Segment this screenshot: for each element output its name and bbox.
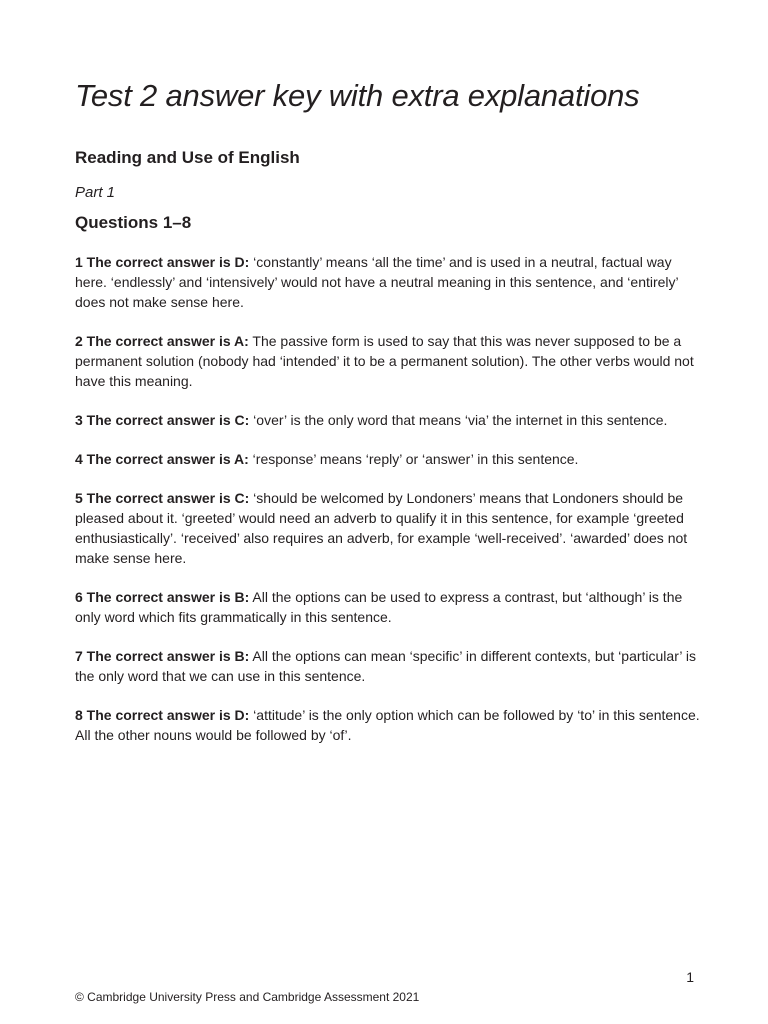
answer-item <box>75 449 705 469</box>
answer-explanation: All the options can mean ‘specific’ in different contexts, but ‘particular’ is the only word that we can use in this sentence. <box>75 648 696 684</box>
section-heading: Reading and Use of English <box>75 148 300 167</box>
answer-item <box>75 646 705 686</box>
answer-list <box>75 252 705 764</box>
answer-item <box>75 331 705 391</box>
answer-lead: 4 The correct answer is A: <box>75 451 249 467</box>
answer-explanation: All the options can be used to express a contrast, but ‘although’ is the only word which fits grammatically in this sentence. <box>75 589 683 625</box>
copyright-footer: © Cambridge University Press and Cambridge Assessment 2021 <box>75 990 420 1004</box>
answer-explanation: ‘constantly’ means ‘all the time’ and is used in a neutral, factual way here. ‘endlessly’ and ‘intensively’ would not have a neutral meaning in this sentence, and ‘entirely’ does not make sense here. <box>75 254 679 310</box>
answer-explanation: ‘attitude’ is the only option which can be followed by ‘to’ in this sentence. All the other nouns would be followed by ‘of’. <box>75 707 700 743</box>
answer-explanation: ‘over’ is the only word that means ‘via’ the internet in this sentence. <box>249 412 668 428</box>
answer-explanation: The passive form is used to say that this was never supposed to be a permanent solution (nobody had ‘intended’ it to be a permanent solution). The other verbs would not have this meaning. <box>75 333 694 389</box>
answer-lead: 2 The correct answer is A: <box>75 333 249 349</box>
page-title: Test 2 answer key with extra explanations <box>75 78 640 113</box>
answer-item <box>75 705 705 745</box>
questions-heading: Questions 1–8 <box>75 213 192 232</box>
answer-lead: 7 The correct answer is B: <box>75 648 250 664</box>
answer-item <box>75 587 705 627</box>
part-label: Part 1 <box>75 184 116 201</box>
answer-item <box>75 410 705 430</box>
page-number: 1 <box>686 969 694 985</box>
answer-lead: 8 The correct answer is D: <box>75 707 250 723</box>
answer-explanation: ‘should be welcomed by Londoners’ means that Londoners should be pleased about it. ‘greeted’ would need an adverb to qualify it in this sentence, for example ‘greeted enthusiastically’. ‘received’ also requires an adverb, for example ‘well-received’. ‘awarded’ does not make sense here. <box>75 490 688 566</box>
answer-lead: 6 The correct answer is B: <box>75 589 250 605</box>
answer-lead: 1 The correct answer is D: <box>75 254 250 270</box>
answer-lead: 5 The correct answer is C: <box>75 490 250 506</box>
answer-item <box>75 488 705 568</box>
answer-lead: 3 The correct answer is C: <box>75 412 250 428</box>
answer-item <box>75 252 705 312</box>
answer-explanation: ‘response’ means ‘reply’ or ‘answer’ in this sentence. <box>248 451 579 467</box>
